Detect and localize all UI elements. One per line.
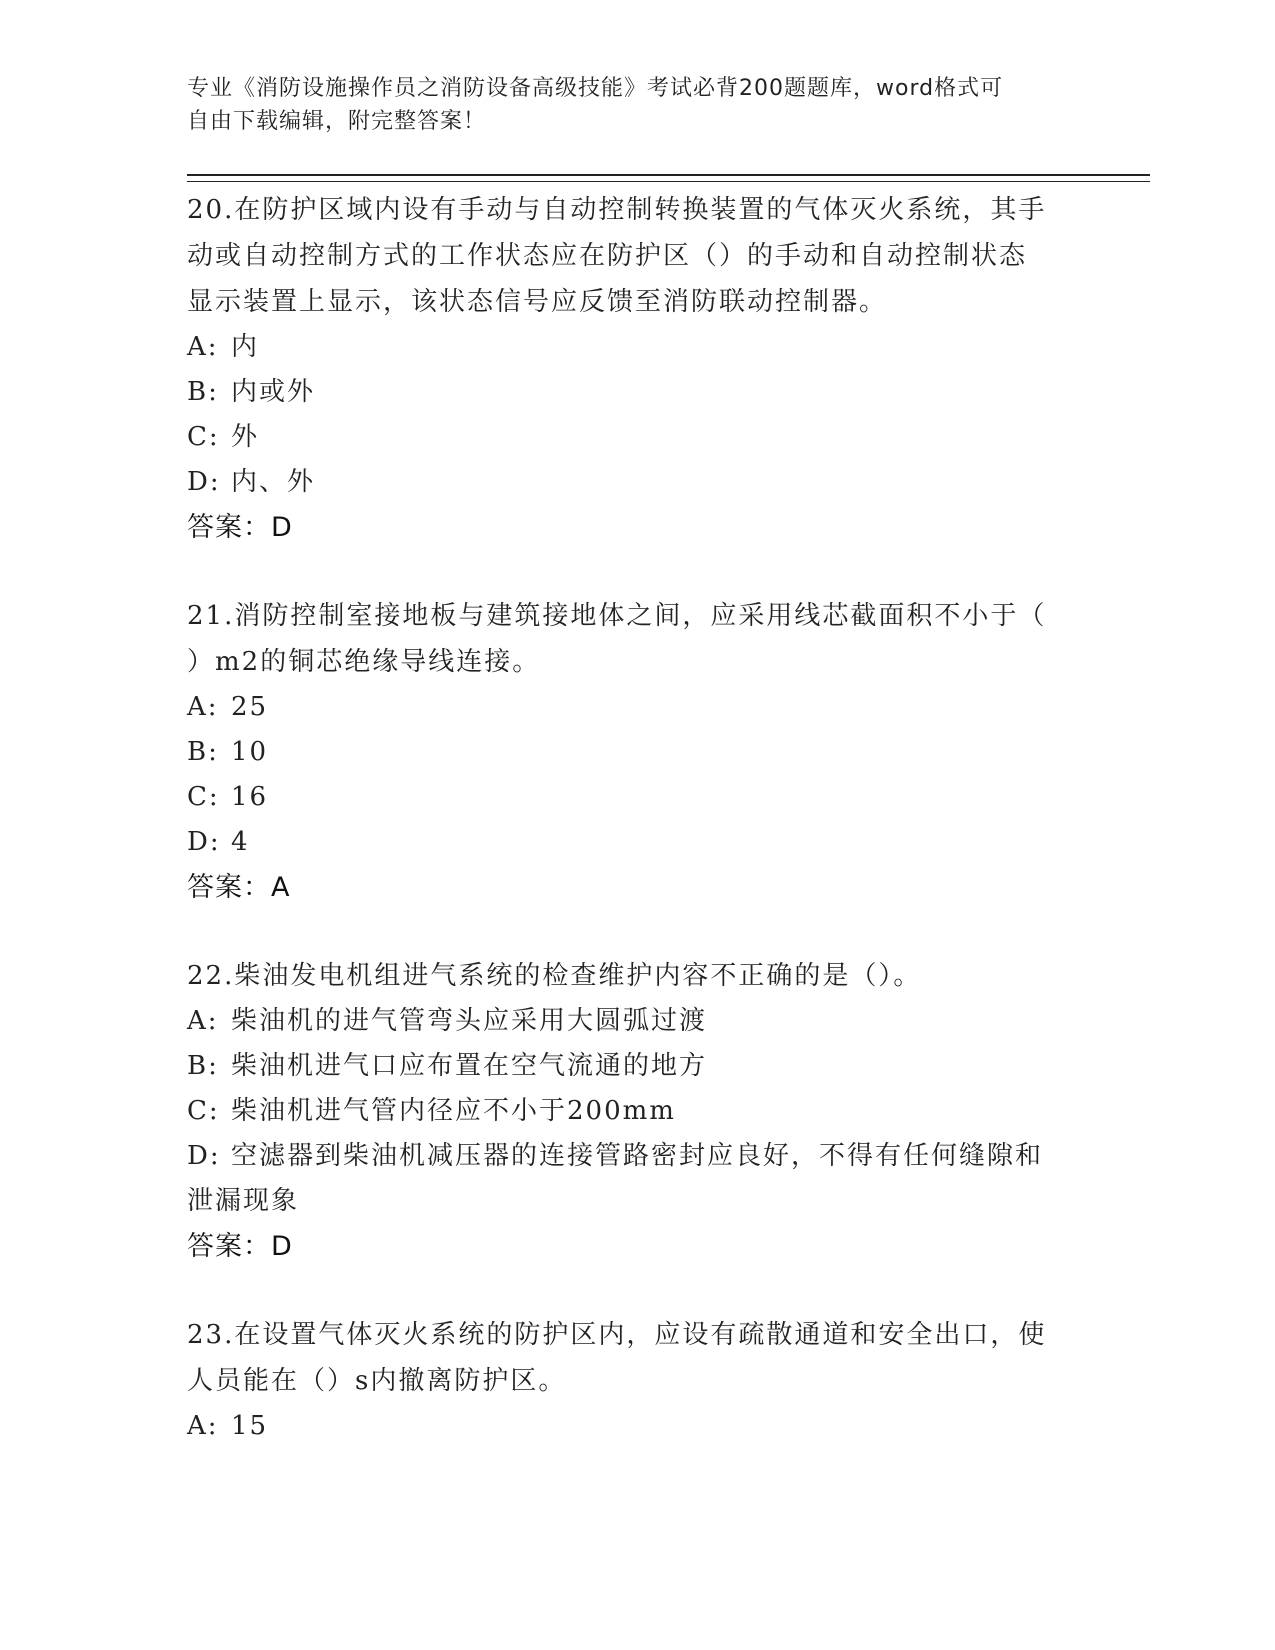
question-stem-line: ）m2的铜芯绝缘导线连接。 xyxy=(187,647,541,677)
question-stem-line: 20.在防护区域内设有手动与自动控制转换装置的气体灭火系统，其手 xyxy=(187,195,1047,225)
header-divider-thin xyxy=(187,181,1150,182)
document-header xyxy=(187,72,1057,138)
option-b xyxy=(187,1044,1087,1089)
question-stem-line: 22.柴油发电机组进气系统的检查维护内容不正确的是（）。 xyxy=(187,961,922,991)
answer-line: 答案：D xyxy=(187,1231,293,1262)
option-letter: A: xyxy=(187,692,219,722)
question-22 xyxy=(187,953,1087,1270)
question-23 xyxy=(187,1312,1087,1449)
option-text: 柴油机的进气管弯头应采用大圆弧过渡 xyxy=(231,1006,708,1036)
option-text: 4 xyxy=(231,827,250,857)
option-text: 10 xyxy=(231,737,269,767)
header-line-1: 专业《消防设施操作员之消防设备高级技能》考试必背200题题库，word格式可 xyxy=(187,76,1004,101)
option-a xyxy=(187,999,1087,1044)
option-letter: B: xyxy=(187,377,219,407)
option-text: 25 xyxy=(231,692,269,722)
spacer xyxy=(187,551,1087,593)
option-a xyxy=(187,325,1087,370)
question-stem-line: 人员能在（）s内撤离防护区。 xyxy=(187,1366,567,1396)
option-text: 15 xyxy=(231,1411,269,1441)
option-letter: C: xyxy=(187,1096,220,1126)
option-text: 内 xyxy=(231,332,260,362)
option-b xyxy=(187,730,1087,775)
option-c xyxy=(187,1089,1087,1134)
question-list xyxy=(187,187,1087,1449)
spacer xyxy=(187,911,1087,953)
question-stem-line: 显示装置上显示，该状态信号应反馈至消防联动控制器。 xyxy=(187,287,888,317)
option-d xyxy=(187,460,1087,505)
question-20 xyxy=(187,187,1087,551)
answer-line: 答案：A xyxy=(187,872,291,903)
option-text: 16 xyxy=(231,782,269,812)
option-b xyxy=(187,370,1087,415)
answer-line: 答案：D xyxy=(187,512,293,543)
option-text: 外 xyxy=(231,422,260,452)
option-d xyxy=(187,820,1087,865)
option-letter: D: xyxy=(187,1141,221,1171)
option-text: 柴油机进气管内径应不小于200mm xyxy=(231,1096,676,1126)
option-c xyxy=(187,775,1087,820)
option-a xyxy=(187,685,1087,730)
option-letter: C: xyxy=(187,782,220,812)
header-line-2: 自由下载编辑，附完整答案！ xyxy=(187,109,487,134)
option-letter: D: xyxy=(187,467,221,497)
option-letter: B: xyxy=(187,1051,219,1081)
option-text: 空滤器到柴油机减压器的连接管路密封应良好，不得有任何缝隙和 xyxy=(231,1141,1044,1171)
option-letter: A: xyxy=(187,332,219,362)
header-divider-thick xyxy=(187,174,1150,176)
option-letter: C: xyxy=(187,422,220,452)
question-stem-line: 21.消防控制室接地板与建筑接地体之间，应采用线芯截面积不小于（ xyxy=(187,601,1047,631)
option-text: 内或外 xyxy=(231,377,316,407)
option-letter: B: xyxy=(187,737,219,767)
option-d xyxy=(187,1134,1087,1179)
option-letter: D: xyxy=(187,827,221,857)
question-stem-line: 23.在设置气体灭火系统的防护区内，应设有疏散通道和安全出口，使 xyxy=(187,1320,1047,1350)
question-stem-line: 动或自动控制方式的工作状态应在防护区（）的手动和自动控制状态 xyxy=(187,241,1028,271)
option-letter: A: xyxy=(187,1411,219,1441)
spacer xyxy=(187,1270,1087,1312)
option-d-continuation: 泄漏现象 xyxy=(187,1186,300,1216)
option-text: 内、外 xyxy=(231,467,316,497)
option-letter: A: xyxy=(187,1006,219,1036)
question-21 xyxy=(187,593,1087,911)
option-a xyxy=(187,1404,1087,1449)
option-c xyxy=(187,415,1087,460)
option-text: 柴油机进气口应布置在空气流通的地方 xyxy=(231,1051,708,1081)
